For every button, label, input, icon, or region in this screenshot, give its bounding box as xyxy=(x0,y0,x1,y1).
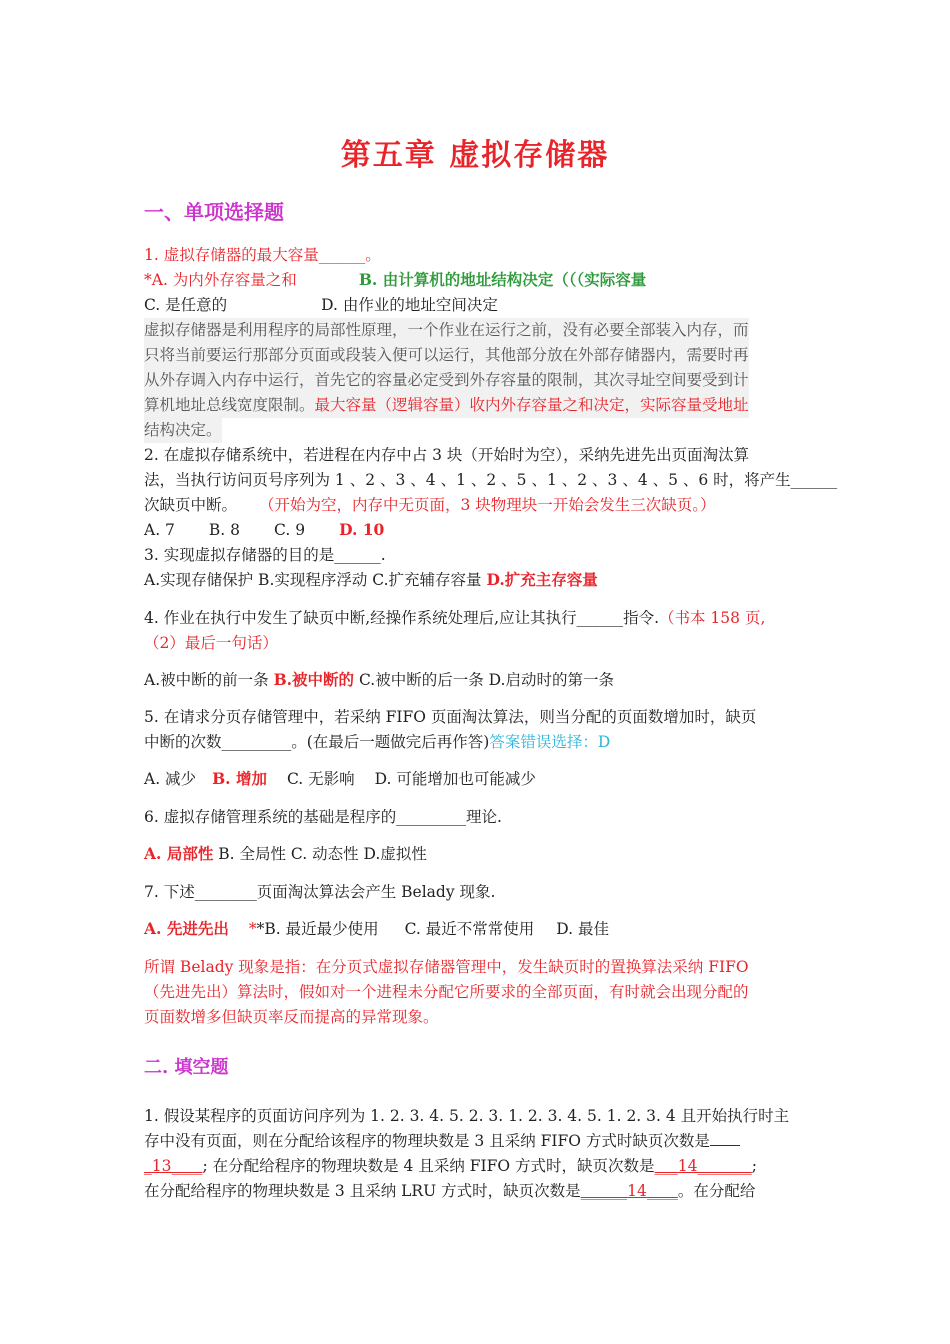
q2-stem-line: 2. 在虚拟存储系统中，若进程在内存中占 3 块（开始时为空），采纳先进先出页面淘汰算 xyxy=(144,446,750,464)
q6-option-a: A. 局部性 xyxy=(144,844,214,863)
fill1-answer-3: ______14____ xyxy=(580,1182,678,1200)
section-heading-fill-blank: 二. 填空题 xyxy=(144,1057,229,1078)
q1-option-a: *A. 为内外存容量之和 xyxy=(144,271,297,289)
q4-stem xyxy=(144,606,765,631)
fill1-text: 。在分配给 xyxy=(677,1182,756,1200)
q7-option-c: C. 最近不常常使用 xyxy=(404,920,535,938)
fill1-line: 1. 假设某程序的页面访问序列为 1. 2. 3. 4. 5. 2. 3. 1. 2. 3. 4. 5. 1. 2. 3. 4 且开始执行时主 xyxy=(144,1107,790,1125)
fill1-line xyxy=(144,1129,740,1154)
fill1-text: ; xyxy=(751,1157,758,1175)
q5-note: 答案错误选择：D xyxy=(489,733,611,751)
q5-options xyxy=(144,767,536,792)
q7-option-d: D. 最佳 xyxy=(556,920,609,938)
q2-option-a: A. 7 xyxy=(144,521,175,539)
q1-option-d: D. 由作业的地址空间决定 xyxy=(321,296,498,314)
q7-explanation-line: 页面数增多但缺页率反而提高的异常现象。 xyxy=(144,1008,439,1026)
q1-explanation-answer: 最大容量（逻辑容量）收内外存容量之和决定，实际容量受地址 xyxy=(314,396,749,414)
q2-option-c: C. 9 xyxy=(274,521,306,539)
q5-option-d: D. 可能增加也可能减少 xyxy=(374,770,536,788)
q7-options xyxy=(144,917,609,942)
q2-option-b: B. 8 xyxy=(208,521,241,539)
q1-explanation-line: 结构决定。 xyxy=(144,418,222,443)
q3-options xyxy=(144,568,598,593)
section-heading-single-choice: 一、单项选择题 xyxy=(144,200,284,224)
q4-option-cd: C.被中断的后一条 D.启动时的第一条 xyxy=(359,671,614,689)
q5-stem-text: 中断的次数_________。(在最后一题做完后再作答) xyxy=(144,733,490,751)
q1-explanation-line: 从外存调入内存中运行，首先它的容量必定受到外存容量的限制，其次寻址空间要受到计 xyxy=(144,368,749,393)
q2-stem-text: 次缺页中断。 xyxy=(144,496,238,514)
fill1-line xyxy=(144,1154,757,1179)
q3-stem: 3. 实现虚拟存储器的目的是______. xyxy=(144,546,386,564)
q4-note-cont: （2）最后一句话） xyxy=(144,634,278,652)
q4-option-a: A.被中断的前一条 xyxy=(144,671,269,689)
q2-option-d: D. 10 xyxy=(339,520,385,539)
q5-option-b: B. 增加 xyxy=(212,769,267,788)
q6-stem: 6. 虚拟存储管理系统的基础是程序的_________理论. xyxy=(144,808,502,826)
fill1-line xyxy=(144,1179,755,1204)
q5-stem-line xyxy=(144,730,610,755)
q7-option-a: A. 先进先出 xyxy=(144,919,229,938)
q4-stem-text: 4. 作业在执行中发生了缺页中断,经操作系统处理后,应让其执行______指令. xyxy=(144,609,659,627)
q1-explanation-text: 算机地址总线宽度限制。 xyxy=(144,396,315,414)
q1-options-cd xyxy=(144,293,498,318)
fill1-answer-1-value: 13 xyxy=(151,1157,172,1175)
q6-option-rest: B. 全局性 C. 动态性 D.虚拟性 xyxy=(218,845,427,863)
q1-explanation-line: 只将当前要运行那部分页面或段装入便可以运行，其他部分放在外部存储器内，需要时再 xyxy=(144,343,749,368)
q6-options xyxy=(144,842,427,867)
fill1-text: 存中没有页面，则在分配给该程序的物理块数是 3 且采纳 FIFO 方式时缺页次数是 xyxy=(144,1132,710,1150)
q2-note: （开始为空，内存中无页面，3 块物理块一开始会发生三次缺页。） xyxy=(259,496,716,514)
fill1-answer-3-value: 14 xyxy=(627,1182,647,1200)
q4-option-b: B.被中断的 xyxy=(273,670,355,689)
q2-stem-line: 法，当执行访问页号序列为 1 、2 、3 、4 、1 、2 、5 、1 、2 、3 、4 、5 、6 时，将产生______ xyxy=(144,471,838,489)
q1-option-b: B. 由计算机的地址结构决定（（（实际容量 xyxy=(358,270,647,289)
fill1-answer-1: _13____ xyxy=(144,1157,203,1175)
q1-stem: 1. 虚拟存储器的最大容量______。 xyxy=(144,246,381,264)
fill1-text: 在分配给程序的物理块数是 3 且采纳 LRU 方式时，缺页次数是 xyxy=(144,1182,581,1200)
q1-options-ab xyxy=(144,268,646,293)
q4-options xyxy=(144,668,614,693)
q2-stem-line xyxy=(144,493,716,518)
q5-option-c: C. 无影响 xyxy=(286,770,355,788)
q3-option-d: D.扩充主存容量 xyxy=(486,570,598,589)
q7-option-b: **B. 最近最少使用 xyxy=(248,920,379,938)
page-title: 第五章 虚拟存储器 xyxy=(340,138,610,173)
q7-option-b-text: *B. 最近最少使用 xyxy=(256,920,379,938)
q1-option-c: C. 是任意的 xyxy=(144,296,228,314)
q3-options-abc: A.实现存储保护 B.实现程序浮动 C.扩充辅存容量 xyxy=(144,571,482,589)
blank-line xyxy=(710,1144,740,1146)
q4-note: （书本 158 页, xyxy=(659,609,766,627)
q7-explanation-line: （先进先出）算法时，假如对一个进程未分配它所要求的全部页面，有时就会出现分配的 xyxy=(144,983,749,1001)
q1-explanation-line: 虚拟存储器是利用程序的局部性原理，一个作业在运行之前，没有必要全部装入内存，而 xyxy=(144,318,749,343)
fill1-answer-2-value: 14 xyxy=(677,1157,698,1175)
q5-stem-line: 5. 在请求分页存储管理中，若采纳 FIFO 页面淘汰算法，则当分配的页面数增加时，缺页 xyxy=(144,708,757,726)
q1-explanation-line xyxy=(144,393,749,418)
q5-option-a: A. 减少 xyxy=(144,770,197,788)
fill1-answer-2: ___14_______ xyxy=(654,1157,752,1175)
fill1-text: ; 在分配给程序的物理块数是 4 且采纳 FIFO 方式时，缺页次数是 xyxy=(202,1157,655,1175)
q7-explanation-line: 所谓 Belady 现象是指：在分页式虚拟存储器管理中，发生缺页时的置换算法采纳 FIFO xyxy=(144,958,749,976)
q7-stem: 7. 下述________页面淘汰算法会产生 Belady 现象. xyxy=(144,883,496,901)
q2-options xyxy=(144,518,384,543)
